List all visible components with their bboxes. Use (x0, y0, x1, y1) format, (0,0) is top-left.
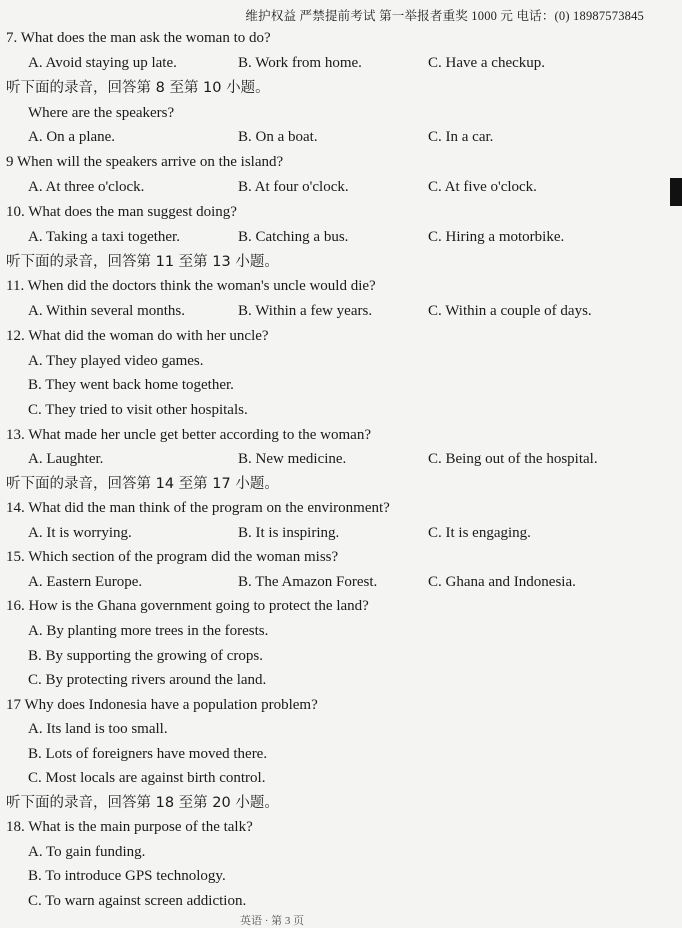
question-15-option-a: A. Eastern Europe. (28, 574, 143, 590)
header-notice: 维护权益 严禁提前考试 第一举报者重奖 1000 元 电话：(0) 18987573845 (245, 9, 644, 23)
section-instruction-18-20: 听下面的录音，回答第 18 至第 20 小题。 (6, 795, 279, 811)
question-17-option-c: C. Most locals are against birth control. (28, 770, 266, 786)
page-footer: 英语 · 第 3 页 (240, 915, 305, 927)
section-instruction-11-13: 听下面的录音，回答第 11 至第 13 小题。 (6, 254, 279, 270)
question-13-option-a: A. Laughter. (28, 451, 104, 467)
question-14-option-b: B. It is inspiring. (238, 525, 340, 541)
question-8-option-a: A. On a plane. (28, 129, 116, 145)
binding-edge-mark (670, 178, 682, 206)
question-7-option-c: C. Have a checkup. (428, 55, 546, 71)
question-9-option-a: A. At three o'clock. (28, 179, 145, 195)
question-7-option-b: B. Work from home. (238, 55, 362, 71)
question-12-option-c: C. They tried to visit other hospitals. (28, 402, 248, 418)
question-13-stem: 13. What made her uncle get better according to the woman? (6, 427, 371, 443)
question-16-option-b: B. By supporting the growing of crops. (28, 648, 263, 664)
question-17-option-b: B. Lots of foreigners have moved there. (28, 746, 268, 762)
question-10-option-c: C. Hiring a motorbike. (428, 229, 565, 245)
question-10-option-b: B. Catching a bus. (238, 229, 349, 245)
question-14-stem: 14. What did the man think of the program on the environment? (6, 500, 390, 516)
question-10-stem: 10. What does the man suggest doing? (6, 204, 237, 220)
question-7-stem: 7. What does the man ask the woman to do? (6, 30, 271, 46)
question-14-option-a: A. It is worrying. (28, 525, 132, 541)
question-16-stem: 16. How is the Ghana government going to protect the land? (6, 598, 369, 614)
question-8-option-b: B. On a boat. (238, 129, 318, 145)
question-8-stem: Where are the speakers? (28, 105, 175, 121)
question-11-option-b: B. Within a few years. (238, 303, 373, 319)
question-12-option-a: A. They played video games. (28, 353, 204, 369)
question-18-option-c: C. To warn against screen addiction. (28, 893, 247, 909)
question-9-option-c: C. At five o'clock. (428, 179, 537, 195)
question-15-stem: 15. Which section of the program did the woman miss? (6, 549, 339, 565)
question-16-option-c: C. By protecting rivers around the land. (28, 672, 267, 688)
question-18-option-b: B. To introduce GPS technology. (28, 868, 226, 884)
section-instruction-8-10: 听下面的录音，回答第 8 至第 10 小题。 (6, 80, 270, 96)
question-18-option-a: A. To gain funding. (28, 844, 146, 860)
section-instruction-14-17: 听下面的录音，回答第 14 至第 17 小题。 (6, 476, 279, 492)
question-14-option-c: C. It is engaging. (428, 525, 531, 541)
question-17-stem: 17 Why does Indonesia have a population problem? (6, 697, 318, 713)
question-17-option-a: A. Its land is too small. (28, 721, 168, 737)
question-10-option-a: A. Taking a taxi together. (28, 229, 180, 245)
question-11-option-c: C. Within a couple of days. (428, 303, 592, 319)
question-15-option-c: C. Ghana and Indonesia. (428, 574, 576, 590)
question-12-option-b: B. They went back home together. (28, 377, 234, 393)
question-13-option-c: C. Being out of the hospital. (428, 451, 598, 467)
question-11-stem: 11. When did the doctors think the woman's uncle would die? (6, 278, 376, 294)
question-7-option-a: A. Avoid staying up late. (28, 55, 177, 71)
question-9-stem: 9 When will the speakers arrive on the island? (6, 154, 284, 170)
question-15-option-b: B. The Amazon Forest. (238, 574, 378, 590)
question-11-option-a: A. Within several months. (28, 303, 186, 319)
question-8-option-c: C. In a car. (428, 129, 494, 145)
question-13-option-b: B. New medicine. (238, 451, 347, 467)
question-16-option-a: A. By planting more trees in the forests. (28, 623, 269, 639)
question-12-stem: 12. What did the woman do with her uncle? (6, 328, 269, 344)
question-9-option-b: B. At four o'clock. (238, 179, 349, 195)
question-18-stem: 18. What is the main purpose of the talk? (6, 819, 253, 835)
